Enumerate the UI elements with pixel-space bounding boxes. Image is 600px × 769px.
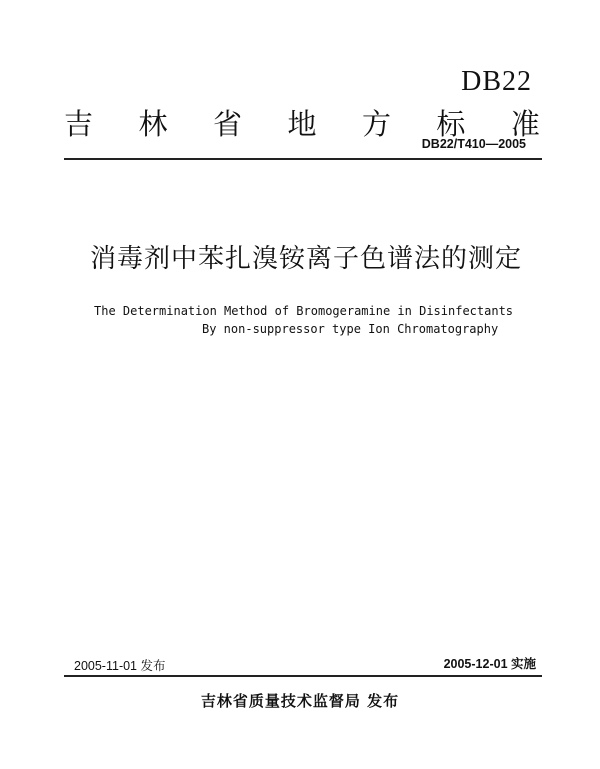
- issue-date: 2005-11-01 发布: [74, 659, 166, 673]
- title-char: 标: [436, 107, 466, 141]
- english-title-line-1: The Determination Method of Bromogeramine in Disinfectants: [94, 304, 514, 318]
- region-code: DB22: [461, 66, 532, 97]
- publisher: 吉林省质量技术监督局 发布: [200, 692, 400, 710]
- standard-number: DB22/T410—2005: [421, 137, 526, 151]
- title-char: 吉: [64, 107, 94, 141]
- document-title-english: [94, 302, 524, 338]
- document-title-chinese: 消毒剂中苯扎溴铵离子色谱法的测定: [90, 244, 523, 274]
- header-divider: [64, 158, 542, 160]
- title-char: 省: [212, 107, 242, 141]
- title-char: 林: [138, 107, 168, 141]
- english-title-line-2: By non-suppressor type Ion Chromatography: [202, 322, 499, 336]
- title-char: 准: [510, 107, 540, 141]
- effective-date: 2005-12-01 实施: [443, 657, 536, 671]
- title-char: 方: [361, 107, 391, 141]
- footer-divider: [64, 675, 542, 677]
- title-char: 地: [287, 107, 317, 141]
